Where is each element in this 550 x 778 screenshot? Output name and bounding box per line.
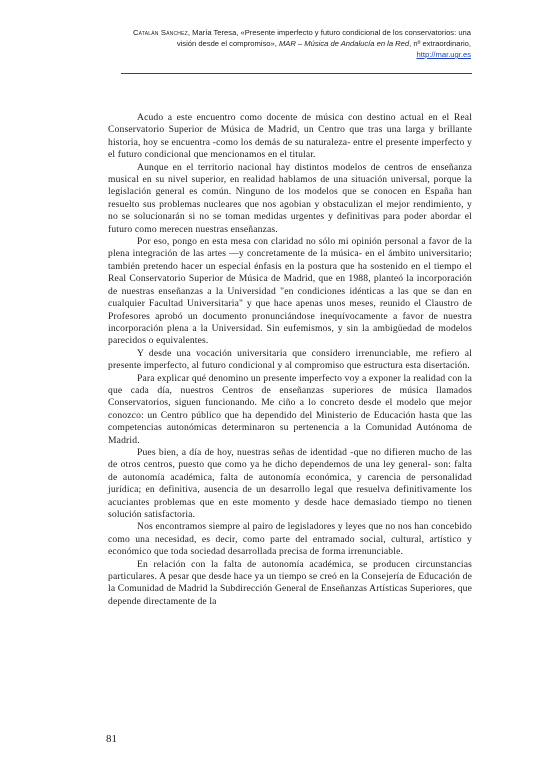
paragraph: Aunque en el territorio nacional hay distintos modelos de centros de enseñanza musical en su nivel superior, en realidad hablamos de una situación universal, porque la legislación general es común. Ninguno de los modelos que se conocen en España han resuelto sus problemas nucleares que nos agobian y obstaculizan el mejor rendimiento, y no se solucionarán si no se toman medidas urgentes y definitivas para poder abordar el futuro como merecen nuestras enseñanzas. [108, 161, 472, 235]
paragraph: En relación con la falta de autonomía académica, se producen circunstancias particulares. A pesar que desde hace ya un tiempo se creó en la Consejería de Educación de la Comunidad de Madrid la Subdirección General de Enseñanzas Artísticas Superiores, que depende directamente de la [108, 558, 472, 607]
running-header [131, 27, 471, 60]
article-body [108, 112, 472, 608]
header-author: Catalán Sánchez [132, 28, 188, 37]
header-citation: , María Teresa, «Presente imperfecto y futuro condicional de los conservatorios: una visión desde el compromiso», [176, 28, 471, 48]
header-url-link[interactable]: http://mar.ugr.es [416, 50, 471, 59]
paragraph: Acudo a este encuentro como docente de música con destino actual en el Real Conservatorio Superior de Música de Madrid, un Centro que tras una larga y brillante historia, hoy se encuentra -como los demás de su naturaleza- entre el presente imperfecto y el futuro condicional que mencionamos en el titular. [108, 112, 472, 161]
header-issue: , nº extraordinario, [409, 39, 471, 48]
page-number: 81 [106, 733, 117, 745]
paragraph: Y desde una vocación universitaria que considero irrenunciable, me refiero al presente imperfecto, al futuro condicional y al compromiso que estructura esta disertación. [108, 347, 472, 372]
paragraph: Pues bien, a día de hoy, nuestras señas de identidad -que no difieren mucho de las de otros centros, puesto que como ya he dicho dependemos de una ley general- son: falta de autonomía académica, falta de autonomía económica, y carencia de personalidad jurídica; en definitiva, ausencia de un desarrollo legal que resuelva definitivamente los acuciantes problemas que en este momento y desde hace demasiado tiempo no tienen solución satisfactoria. [108, 446, 472, 520]
paragraph: Para explicar qué denomino un presente imperfecto voy a exponer la realidad con la que cada día, nuestros Centros de enseñanzas superiores de música llamados Conservatorios, siguen funcionando. Me ciño a lo concreto desde el modelo que mejor conozco: un Centro público que ha dependido del Ministerio de Educación hasta que las competencias autonómicas determinaron su pertenencia a la Comunidad Autónoma de Madrid. [108, 372, 472, 446]
header-divider [121, 73, 472, 74]
paragraph: Nos encontramos siempre al pairo de legisladores y leyes que no nos han concebido como una necesidad, es decir, como parte del entramado social, cultural, artístico y económico que toda sociedad desarrollada precisa de forma irrenunciable. [108, 521, 472, 558]
header-journal: MAR – Música de Andalucía en la Red [278, 39, 410, 48]
paragraph: Por eso, pongo en esta mesa con claridad no sólo mi opinión personal a favor de la plena integración de las artes —y concretamente de la música- en el ámbito universitario; también pretendo hacer un especial énfasis en la postura que ha sostenido en el tiempo el Real Conservatorio Superior de Música de Madrid, que en 1988, planteó la incorporación de nuestras enseñanzas a la Universidad "en condiciones idénticas a las que se dan en cualquier Facultad Universitaria" y que hace apenas unos meses, reunido el Claustro de Profesores aprobó un documento pronunciándose inequívocamente a favor de nuestra incorporación plena a la Universidad. Sin eufemismos, y sin la ambigüedad de modelos parecidos o equivalentes. [108, 236, 472, 347]
